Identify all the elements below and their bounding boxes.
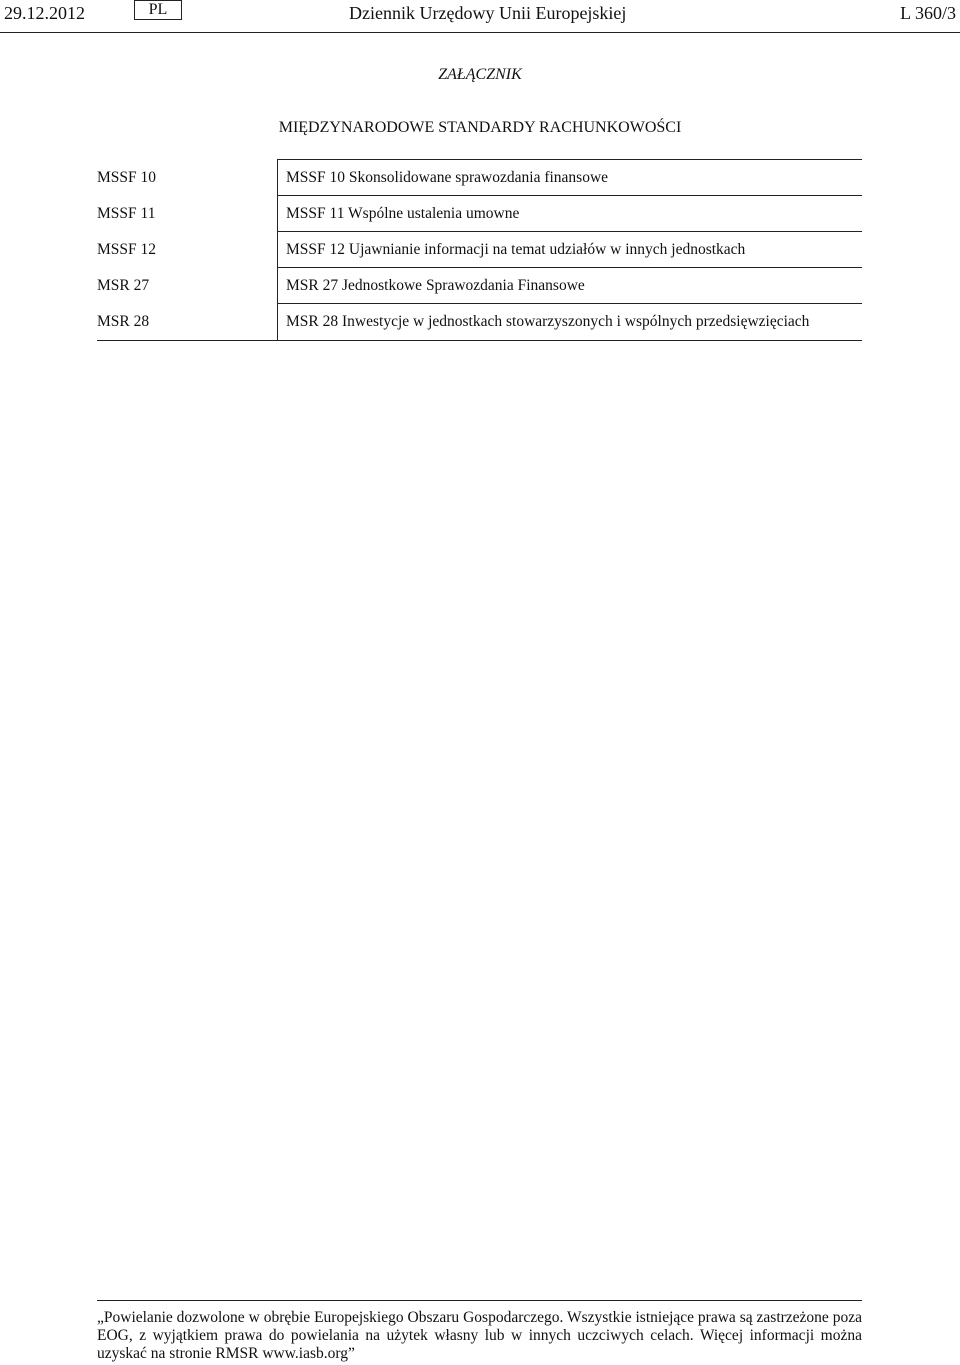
standard-code: MSR 27 <box>97 276 150 294</box>
annex-label: ZAŁĄCZNIK <box>438 66 522 83</box>
page-reference: L 360/3 <box>900 3 956 23</box>
standard-description: MSR 28 Inwestycje w jednostkach stowarzyszonych i wspólnych przedsięwzięciach <box>278 304 863 341</box>
table-row <box>97 160 862 196</box>
standard-description: MSR 27 Jednostkowe Sprawozdania Finansowe <box>278 268 863 304</box>
table-row <box>97 232 862 268</box>
journal-title: Dziennik Urzędowy Unii Europejskiej <box>349 3 627 23</box>
table-row <box>97 304 862 341</box>
table-row <box>97 268 862 304</box>
standard-code: MSR 28 <box>97 304 278 341</box>
publication-date: 29.12.2012 <box>4 3 85 23</box>
language-badge: PL <box>134 0 182 20</box>
standard-code: MSSF 12 <box>97 240 157 258</box>
copyright-notice: „Powielanie dozwolone w obrębie Europejskiego Obszaru Gospodarczego. Wszystkie istniejące prawa są zastrzeżone poza EOG, z wyjątkiem prawa do powielania na użytek własny lub w innych uczciwych celach. Więcej informacji można uzyskać na stronie RMSR www.iasb.org” <box>97 1300 862 1363</box>
standard-code: MSSF 10 <box>97 168 157 186</box>
standard-code: MSSF 11 <box>97 204 156 222</box>
standard-description: MSSF 10 Skonsolidowane sprawozdania finansowe <box>278 160 863 196</box>
table-row <box>97 196 862 232</box>
standard-description: MSSF 12 Ujawnianie informacji na temat udziałów w innych jednostkach <box>278 232 863 268</box>
standard-description: MSSF 11 Wspólne ustalenia umowne <box>278 196 863 232</box>
standards-title: MIĘDZYNARODOWE STANDARDY RACHUNKOWOŚCI <box>278 119 682 136</box>
page-header <box>0 0 960 33</box>
standards-table <box>97 159 862 341</box>
